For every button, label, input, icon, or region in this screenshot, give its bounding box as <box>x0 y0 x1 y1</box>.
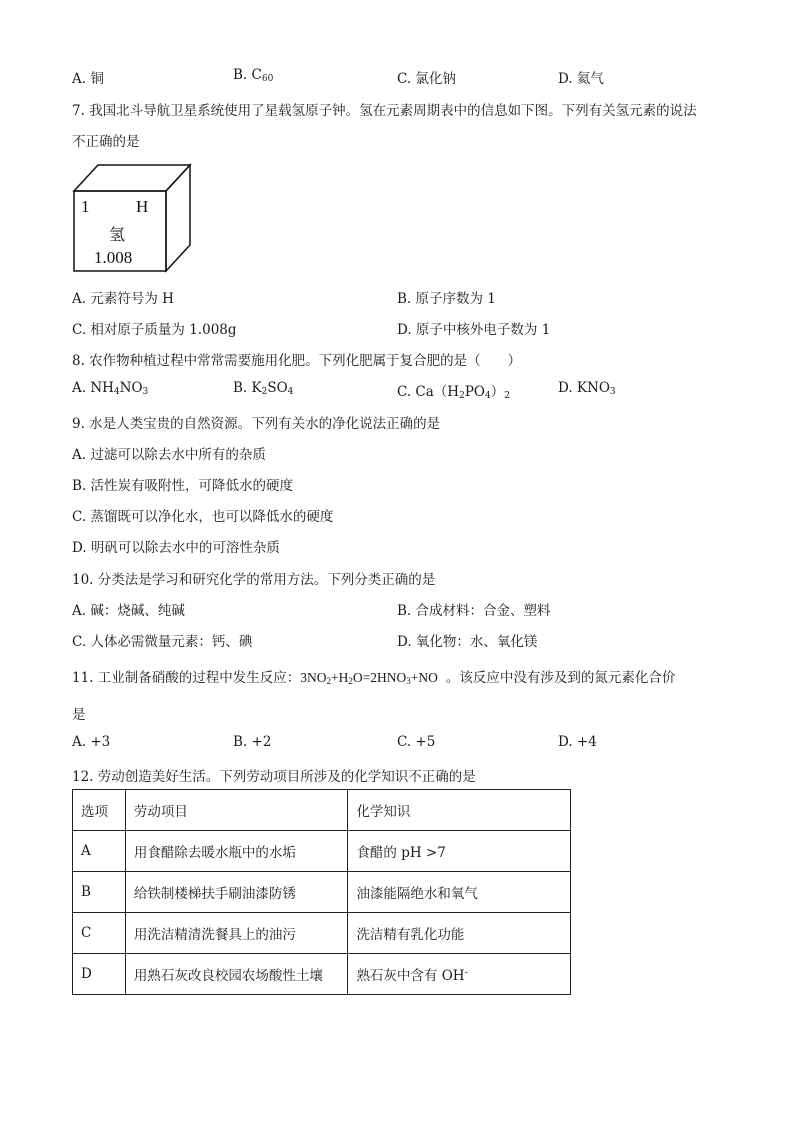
table-cell: 熟石灰中含有 OH- <box>348 954 571 995</box>
table-cell: 给铁制楼梯扶手刷油漆防锈 <box>125 872 348 913</box>
q9-option-d: D. 明矾可以除去水中的可溶性杂质 <box>72 540 280 556</box>
table-cell: 用洗洁精清洗餐具上的油污 <box>125 913 348 954</box>
q7-stem-line1: 7. 我国北斗导航卫星系统使用了星载氢原子钟。氢在元素周期表中的信息如下图。下列有关氢元素的说法 <box>72 103 697 119</box>
q8-option-a: A. $NH_4NO_3$ <box>72 380 149 397</box>
table-cell: 食醋的 pH >7 <box>348 831 571 872</box>
q8-option-b: B. $K_2SO_4$ <box>233 380 294 397</box>
q10-option-a: A. 碱：烧碱、纯碱 <box>72 603 185 619</box>
q10-option-b: B. 合成材料：合金、塑料 <box>397 603 551 619</box>
table-row <box>73 913 571 954</box>
q11-option-c: C. +5 <box>397 734 436 750</box>
table-cell: A <box>73 831 126 872</box>
element-symbol: H <box>136 197 149 216</box>
q7-option-a: A. 元素符号为 H <box>72 291 174 307</box>
table-row <box>73 872 571 913</box>
q12-stem: 12. 劳动创造美好生活。下列劳动项目所涉及的化学知识不正确的是 <box>72 769 476 785</box>
q10-stem: 10. 分类法是学习和研究化学的常用方法。下列分类正确的是 <box>72 572 436 588</box>
q6-option-c: C. 氯化钠 <box>397 71 456 87</box>
element-name: 氢 <box>109 225 126 244</box>
q8-option-d: D. $KNO_3$ <box>558 380 616 397</box>
q8-option-c: C. $Ca(H_2PO_4)_2$ <box>397 384 510 401</box>
q9-stem: 9. 水是人类宝贵的自然资源。下列有关水的净化说法正确的是 <box>72 416 441 432</box>
atomic-mass: 1.008 <box>94 248 133 267</box>
table-cell: C <box>73 913 126 954</box>
table-cell: 油漆能隔绝水和氧气 <box>348 872 571 913</box>
q10-option-c: C. 人体必需微量元素：钙、碘 <box>72 634 253 650</box>
q9-option-a: A. 过滤可以除去水中所有的杂质 <box>72 447 266 463</box>
q11-option-b: B. +2 <box>233 734 272 750</box>
q10-option-d: D. 氧化物：水、氧化镁 <box>397 634 538 650</box>
q11-equation: $3NO_2+H_2O=2HNO_3+NO$ <box>300 670 438 686</box>
q7-stem-line2: 不正确的是 <box>72 134 140 150</box>
table-cell: D <box>73 954 126 995</box>
table-row <box>73 831 571 872</box>
q6-option-d: D. 氦气 <box>558 71 604 87</box>
table-header-cell: 选项 <box>73 790 126 831</box>
q7-option-b: B. 原子序数为 1 <box>397 291 496 307</box>
q7-option-d: D. 原子中核外电子数为 1 <box>397 322 551 338</box>
table-header-cell: 劳动项目 <box>125 790 348 831</box>
q11-option-d: D. +4 <box>558 734 597 750</box>
q6-option-a: A. 铜 <box>72 71 104 87</box>
table-header-cell: 化学知识 <box>348 790 571 831</box>
element-cell-hydrogen <box>72 163 192 273</box>
q9-option-c: C. 蒸馏既可以净化水，也可以降低水的硬度 <box>72 509 334 525</box>
q6-option-b: B. $C_{60}$ <box>233 67 274 84</box>
table-row <box>73 954 571 995</box>
q9-option-b: B. 活性炭有吸附性，可降低水的硬度 <box>72 478 294 494</box>
table-cell: 用熟石灰改良校园农场酸性土壤 <box>125 954 348 995</box>
table-cell: B <box>73 872 126 913</box>
table-cell: 用食醋除去暖水瓶中的水垢 <box>125 831 348 872</box>
table-cell: 洗洁精有乳化功能 <box>348 913 571 954</box>
q11-stem-line2: 是 <box>72 707 86 723</box>
q7-option-c: C. 相对原子质量为 1.008g <box>72 322 237 338</box>
q11-option-a: A. +3 <box>72 734 111 750</box>
q8-stem: 8. 农作物种植过程中常常需要施用化肥。下列化肥属于复合肥的是（ ） <box>72 353 522 369</box>
atomic-number: 1 <box>81 197 90 216</box>
q12-table <box>72 789 571 995</box>
table-header-row <box>73 790 571 831</box>
q11-stem: 11. 工业制备硝酸的过程中发生反应：$3NO_2+H_2O=2HNO_3+NO$ 。该反应中没有涉及到的氮元素化合价 <box>72 670 676 686</box>
